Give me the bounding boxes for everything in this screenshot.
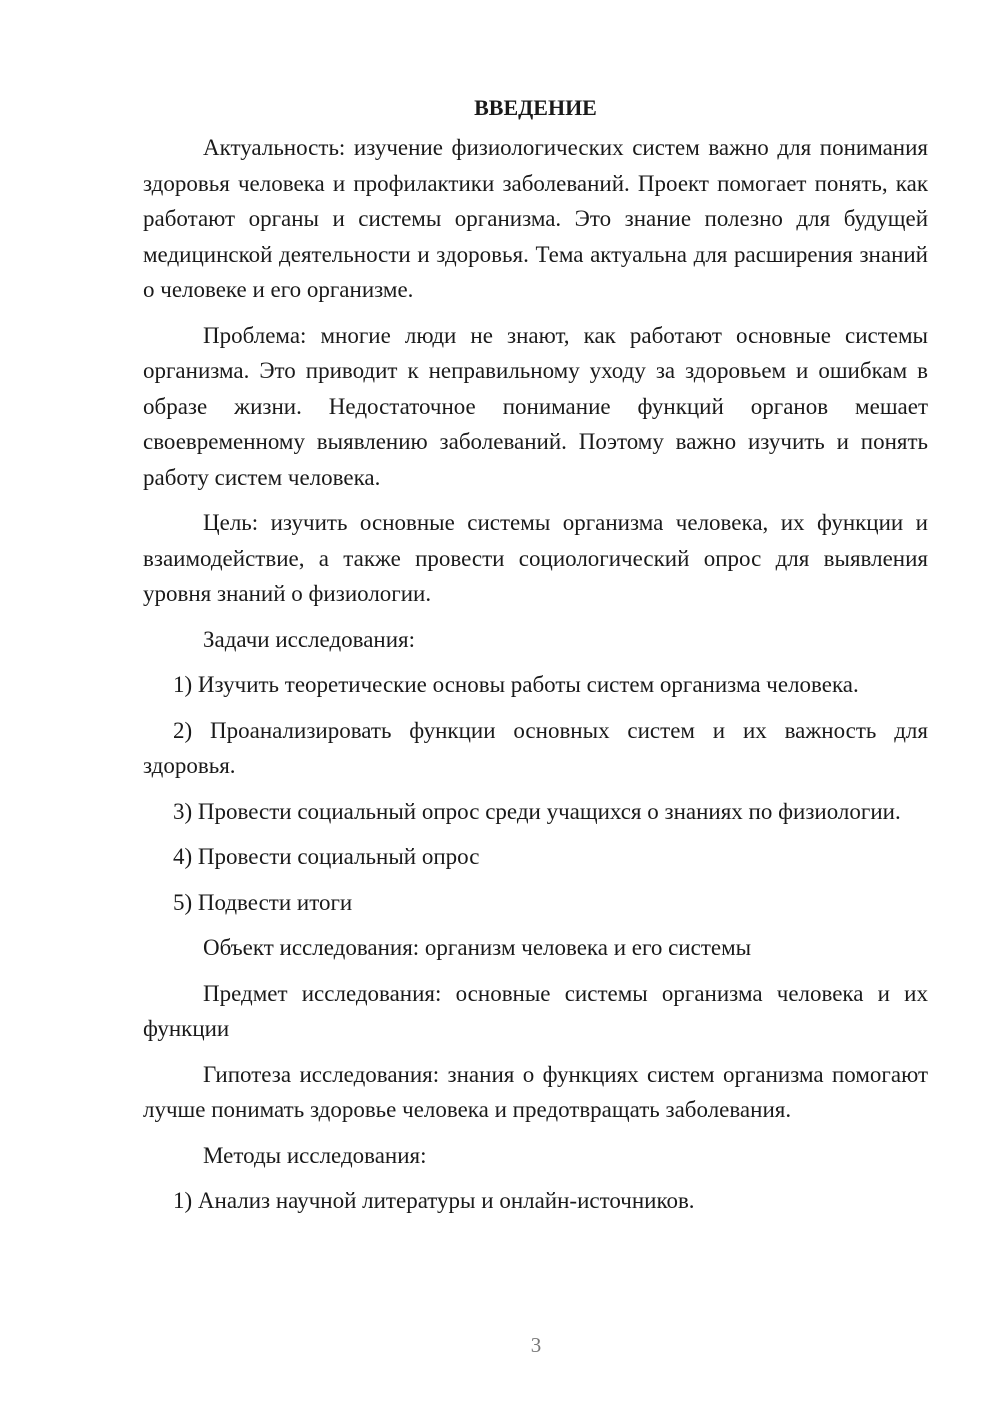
task-item-3: 3) Провести социальный опрос среди учащихся о знаниях по физиологии.: [173, 798, 901, 824]
methods-heading: Методы исследования:: [203, 1142, 427, 1168]
task-item-2: 2) Проанализировать функции основных систем и их важность для здоровья.: [143, 717, 928, 778]
page-number: 3: [530, 1333, 542, 1357]
document-page: [143, 90, 928, 1229]
task-item-1: 1) Изучить теоретические основы работы систем организма человека.: [173, 672, 859, 697]
task-item-4: 4) Провести социальный опрос: [173, 844, 480, 869]
object-paragraph: Объект исследования: организм человека и его системы: [203, 935, 752, 960]
hypothesis-paragraph: Гипотеза исследования: знания о функциях систем организма помогают лучше понимать здоровье человека и предотвращать заболевания.: [143, 1061, 928, 1122]
goal-paragraph: Цель: изучить основные системы организма человека, их функции и взаимодействие, а также провести социологический опрос для выявления уровня знаний о физиологии.: [143, 510, 928, 606]
problem-paragraph: Проблема: многие люди не знают, как работают основные системы организма. Это приводит к неправильному уходу за здоровьем и ошибкам в образе жизни. Недостаточное понимание функций органов мешает своевременному выявлению заболеваний. Поэтому важно изучить и понять работу систем человека.: [143, 322, 928, 490]
tasks-heading: Задачи исследования:: [203, 626, 416, 652]
subject-paragraph: Предмет исследования: основные системы организма человека и их функции: [143, 980, 928, 1041]
section-title: ВВЕДЕНИЕ: [474, 95, 597, 120]
task-item-5: 5) Подвести итоги: [173, 889, 353, 915]
relevance-paragraph: Актуальность: изучение физиологических систем важно для понимания здоровья человека и профилактики заболеваний. Проект помогает понять, как работают органы и системы организма. Это знание полезно для будущей медицинской деятельности и здоровья. Тема актуальна для расширения знаний о человеке и его организме.: [143, 135, 928, 302]
method-item-1: 1) Анализ научной литературы и онлайн-источников.: [173, 1188, 695, 1213]
